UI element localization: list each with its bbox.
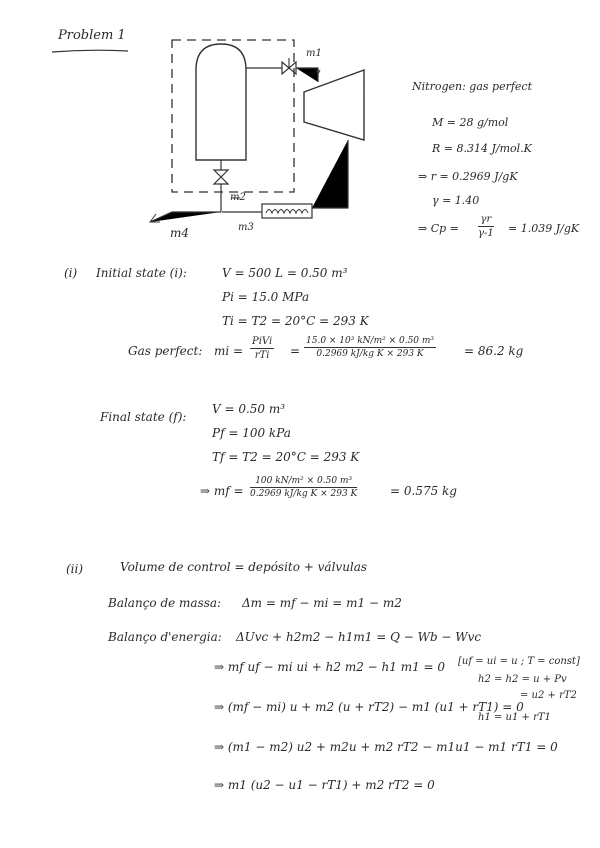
mi-fraction-numeric	[304, 336, 436, 359]
part-i-label: (i)	[64, 266, 78, 280]
mi-num1: PiVi	[252, 336, 273, 347]
initial-volume: V = 500 L = 0.50 m³	[222, 266, 348, 280]
mi-fraction-symbolic	[250, 336, 274, 361]
mf-num: 100 kN/m² × 0.50 m³	[250, 476, 357, 488]
side-note-1: [uf = ui = u ; T = const]	[458, 656, 580, 667]
control-volume-heading: Volume de control = depósito + válvulas	[120, 560, 368, 574]
final-volume: V = 0.50 m³	[212, 402, 286, 416]
mi-result: = 86.2 kg	[464, 344, 524, 358]
final-state-heading: Final state (f):	[100, 410, 187, 424]
specific-gas-constant: ⇒ r = 0.2969 J/gK	[418, 170, 518, 183]
label-m4: m4	[170, 226, 190, 240]
gas-constant: R = 8.314 J/mol.K	[432, 142, 532, 155]
problem-title: Problem 1	[58, 28, 126, 43]
cp-denominator: γ-1	[478, 228, 494, 239]
mi-equals: =	[290, 344, 301, 358]
part-ii-label: (ii)	[66, 562, 84, 576]
energy-step-2: ⇒ (mf − mi) u + m2 (u + rT2) − m1 (u1 + rT1) = 0	[214, 700, 524, 714]
cp-lhs: ⇒ Cp =	[418, 222, 459, 235]
gamma: γ = 1.40	[432, 194, 480, 207]
side-note-4: h1 = u1 + rT1	[478, 712, 551, 723]
mf-fraction	[250, 476, 357, 499]
mi-num2: 15.0 × 10³ kN/m² × 0.50 m³	[306, 336, 435, 346]
energy-balance-equation: ΔUvc + h2m2 − h1m1 = Q − Wb − Wvc	[236, 630, 482, 644]
heat-exchanger-coil	[266, 210, 308, 214]
tank	[196, 44, 246, 160]
pipe-exit	[150, 212, 221, 222]
pipe-return	[312, 140, 348, 208]
mass-balance-equation: Δm = mf − mi = m1 − m2	[242, 596, 402, 610]
energy-step-4: ⇒ m1 (u2 − u1 − rT1) + m2 rT2 = 0	[214, 778, 435, 792]
energy-step-1: ⇒ mf uf − mi ui + h2 m2 − h1 m1 = 0	[214, 660, 446, 674]
initial-state-heading: Initial state (i):	[96, 266, 187, 280]
final-temperature: Tf = T2 = 20°C = 293 K	[212, 450, 360, 464]
mi-den1: rTi	[254, 350, 270, 361]
gas-perfect-label: Gas perfect:	[128, 344, 203, 358]
properties-header: Nitrogen: gas perfect	[412, 80, 532, 93]
final-pressure: Pf = 100 kPa	[212, 426, 291, 440]
control-volume-boundary	[172, 40, 294, 192]
mf-result: = 0.575 kg	[390, 484, 457, 498]
mass-balance-label: Balanço de massa:	[108, 596, 222, 610]
label-m3: m3	[238, 222, 254, 233]
mi-lhs: mi =	[214, 344, 244, 358]
mi-den2: 0.2969 kJ/kg K × 293 K	[316, 349, 424, 359]
side-note-2: h2 = h2 = u + Pv	[478, 674, 567, 685]
cp-fraction	[478, 214, 494, 239]
cp-numerator: γr	[478, 214, 494, 227]
molar-mass: M = 28 g/mol	[432, 116, 509, 129]
valve-m2	[214, 170, 228, 184]
energy-step-3: ⇒ (m1 − m2) u2 + m2u + m2 rT2 − m1u1 − m1 rT1 = 0	[214, 740, 558, 754]
energy-balance-label: Balanço d'energia:	[108, 630, 222, 644]
cp-value: = 1.039 J/gK	[508, 222, 580, 235]
turbine	[304, 70, 364, 140]
label-m2: m2	[230, 192, 246, 203]
initial-pressure: Pi = 15.0 MPa	[222, 290, 310, 304]
mf-lhs: ⇒ mf =	[200, 484, 244, 498]
mf-den: 0.2969 kJ/kg K × 293 K	[250, 489, 358, 499]
label-m1: m1	[306, 48, 322, 59]
heat-exchanger	[262, 204, 312, 218]
side-note-3: = u2 + rT2	[520, 690, 577, 701]
initial-temperature: Ti = T2 = 20°C = 293 K	[222, 314, 369, 328]
